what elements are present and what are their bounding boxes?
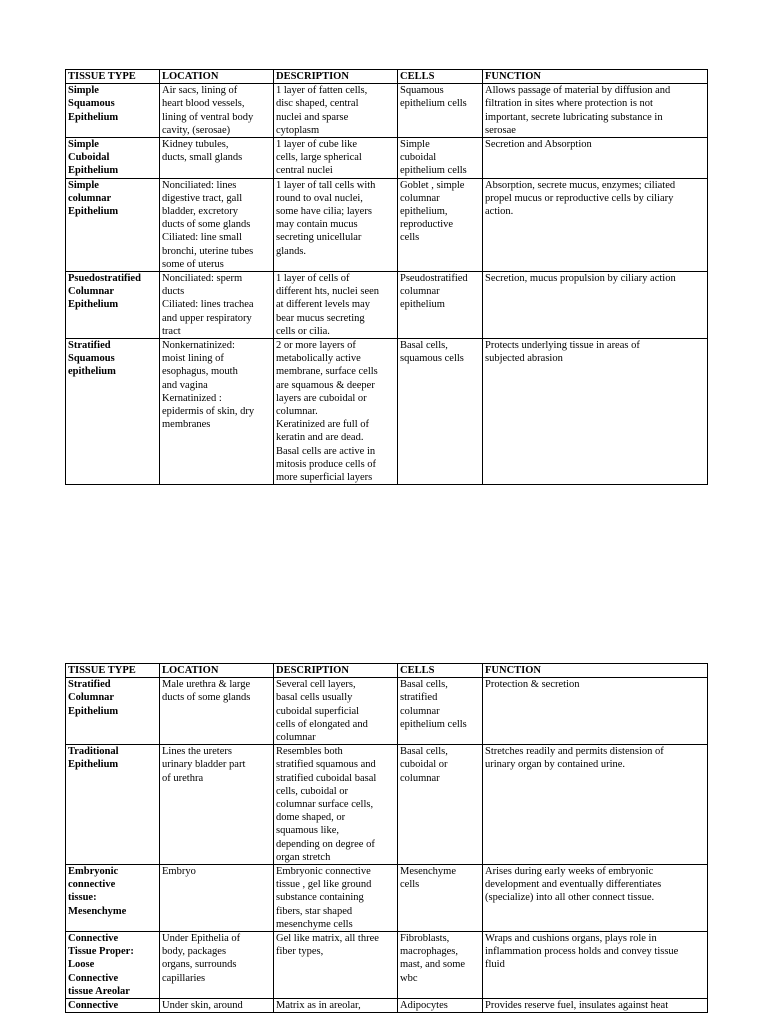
location-cell: [160, 865, 274, 932]
header-tissue-type: TISSUE TYPE: [66, 664, 160, 678]
description-line: basal cells usually: [276, 692, 353, 704]
location-line: Kidney tubules,: [162, 139, 229, 151]
location-line: lining of ventral body: [162, 111, 254, 123]
function-line: propel mucus or reproductive cells by ciliary: [485, 192, 674, 204]
location-line: bronchi, uterine tubes: [162, 245, 254, 257]
type-line: Squamous: [68, 98, 115, 110]
description-line: columnar.: [276, 406, 318, 418]
cells-line: cells: [400, 232, 420, 244]
function-line: serosae: [485, 124, 516, 136]
description-line: mitosis produce cells of: [276, 458, 377, 470]
cells-line: Mesenchyme: [400, 866, 456, 878]
description-line: 1 layer of cells of: [276, 273, 350, 285]
table-row: [66, 84, 708, 138]
location-cell: [160, 999, 274, 1013]
location-cell: [160, 138, 274, 179]
type-line: Tissue Proper:: [68, 946, 134, 958]
description-line: cuboidal superficial: [276, 705, 360, 717]
table-header-row: [66, 664, 708, 678]
type-line: Loose: [68, 959, 95, 971]
function-line: fluid: [485, 959, 505, 971]
type-cell: [66, 999, 160, 1013]
function-cell: [483, 84, 708, 138]
cells-line: Fibroblasts,: [400, 933, 450, 945]
location-line: ducts of some glands: [162, 219, 251, 231]
cells-cell: [398, 272, 483, 339]
cells-line: Squamous: [400, 85, 444, 97]
description-line: Gel like matrix, all three: [276, 933, 379, 945]
type-line: Cuboidal: [68, 152, 110, 164]
function-line: (specialize) into all other connect tissue.: [485, 892, 655, 904]
location-line: membranes: [162, 419, 211, 431]
description-line: secreting unicellular: [276, 232, 362, 244]
description-cell: [274, 178, 398, 271]
table-row: [66, 272, 708, 339]
location-line: and upper respiratory: [162, 312, 252, 324]
location-line: Air sacs, lining of: [162, 85, 238, 97]
type-line: Epithelium: [68, 759, 119, 771]
cells-cell: [398, 865, 483, 932]
function-line: important, secrete lubricating substance in: [485, 111, 663, 123]
type-line: Connective: [68, 972, 119, 984]
function-line: Wraps and cushions organs, plays role in: [485, 933, 657, 945]
table-row: [66, 178, 708, 271]
description-line: 1 layer of cube like: [276, 139, 358, 151]
cells-line: Pseudostratified: [400, 273, 468, 285]
description-line: keratin and are dead.: [276, 432, 364, 444]
cells-cell: [398, 339, 483, 485]
header-cells: CELLS: [398, 664, 483, 678]
description-line: stratified squamous and: [276, 759, 376, 771]
type-line: Connective: [68, 933, 119, 945]
cells-cell: [398, 84, 483, 138]
function-line: development and eventually differentiates: [485, 879, 662, 891]
type-line: Simple: [68, 179, 99, 191]
description-line: Embryonic connective: [276, 866, 371, 878]
location-line: esophagus, mouth: [162, 366, 238, 378]
type-line: Stratified: [68, 340, 111, 352]
table-body: [66, 84, 708, 485]
description-cell: [274, 745, 398, 865]
description-line: cells of elongated and: [276, 718, 368, 730]
location-line: Under skin, around: [162, 1000, 243, 1012]
description-cell: [274, 932, 398, 999]
description-line: metabolically active: [276, 353, 361, 365]
description-cell: [274, 339, 398, 485]
description-line: Keratinized are full of: [276, 419, 369, 431]
type-line: Connective: [68, 1000, 119, 1012]
location-line: epidermis of skin, dry: [162, 406, 255, 418]
description-line: cells, cuboidal or: [276, 785, 349, 797]
type-line: tissue:: [68, 892, 97, 904]
cells-line: Simple: [400, 139, 430, 151]
type-cell: [66, 678, 160, 745]
type-line: Mesenchyme: [68, 905, 127, 917]
location-line: ducts, small glands: [162, 152, 243, 164]
table-row: [66, 932, 708, 999]
location-cell: [160, 339, 274, 485]
function-line: subjected abrasion: [485, 353, 563, 365]
function-cell: [483, 178, 708, 271]
location-cell: [160, 932, 274, 999]
table-row: [66, 865, 708, 932]
location-line: Embryo: [162, 866, 196, 878]
header-location: LOCATION: [160, 664, 274, 678]
description-line: different hts, nuclei seen: [276, 286, 380, 298]
location-cell: [160, 745, 274, 865]
cells-cell: [398, 178, 483, 271]
tissue-table-2: [65, 663, 708, 1013]
table-header-row: [66, 70, 708, 84]
function-line: Absorption, secrete mucus, enzymes; ciliated: [485, 179, 676, 191]
cells-line: macrophages,: [400, 946, 459, 958]
description-line: some have cilia; layers: [276, 206, 372, 218]
function-cell: [483, 745, 708, 865]
description-line: 2 or more layers of: [276, 340, 356, 352]
location-line: organs, surrounds: [162, 959, 237, 971]
location-line: Nonciliated: lines: [162, 179, 237, 191]
description-line: organ stretch: [276, 851, 331, 863]
header-tissue-type: TISSUE TYPE: [66, 70, 160, 84]
type-line: columnar: [68, 192, 112, 204]
type-cell: [66, 339, 160, 485]
location-line: digestive tract, gall: [162, 192, 243, 204]
location-line: Nonciliated: sperm: [162, 273, 243, 285]
description-line: 1 layer of tall cells with: [276, 179, 376, 191]
location-cell: [160, 272, 274, 339]
cells-line: epithelium cells: [400, 98, 467, 110]
function-line: Protection & secretion: [485, 679, 580, 691]
cells-line: columnar: [400, 192, 440, 204]
cells-line: columnar: [400, 286, 440, 298]
cells-cell: [398, 932, 483, 999]
type-line: Simple: [68, 85, 99, 97]
type-cell: [66, 84, 160, 138]
cells-cell: [398, 138, 483, 179]
description-line: Matrix as in areolar,: [276, 1000, 361, 1012]
location-line: bladder, excretory: [162, 206, 238, 218]
cells-line: reproductive: [400, 219, 454, 231]
description-line: may contain mucus: [276, 219, 358, 231]
type-line: Epithelium: [68, 111, 119, 123]
cells-line: epithelium cells: [400, 718, 467, 730]
table-row: [66, 138, 708, 179]
description-line: cells or cilia.: [276, 325, 330, 337]
description-line: more superficial layers: [276, 472, 373, 484]
type-line: Epithelium: [68, 165, 119, 177]
function-cell: [483, 678, 708, 745]
header-description: DESCRIPTION: [274, 664, 398, 678]
table-row: [66, 678, 708, 745]
table-body: [66, 678, 708, 1013]
function-line: Secretion, mucus propulsion by ciliary action: [485, 273, 676, 285]
description-cell: [274, 272, 398, 339]
cells-line: squamous cells: [400, 353, 464, 365]
location-line: and vagina: [162, 379, 208, 391]
description-line: depending on degree of: [276, 838, 375, 850]
table-row: [66, 745, 708, 865]
description-line: cells, large spherical: [276, 152, 362, 164]
cells-line: Basal cells,: [400, 746, 448, 758]
location-line: capillaries: [162, 972, 206, 984]
cells-line: wbc: [400, 972, 418, 984]
location-line: heart blood vessels,: [162, 98, 245, 110]
description-line: Basal cells are active in: [276, 445, 376, 457]
location-line: Ciliated: lines trachea: [162, 299, 254, 311]
description-line: round to oval nuclei,: [276, 192, 363, 204]
cells-line: Adipocytes: [400, 1000, 448, 1012]
location-line: Ciliated: line small: [162, 232, 242, 244]
description-line: Several cell layers,: [276, 679, 356, 691]
function-line: filtration in sites where protection is not: [485, 98, 653, 110]
cells-cell: [398, 999, 483, 1013]
description-line: glands.: [276, 245, 307, 257]
description-line: bear mucus secreting: [276, 312, 365, 324]
table-row: [66, 339, 708, 485]
description-line: at different levels may: [276, 299, 370, 311]
location-line: Nonkernatinized:: [162, 340, 235, 352]
function-cell: [483, 865, 708, 932]
type-line: Squamous: [68, 353, 115, 365]
type-cell: [66, 932, 160, 999]
description-line: tissue , gel like ground: [276, 879, 372, 891]
description-line: fiber types,: [276, 946, 324, 958]
cells-line: epithelium cells: [400, 165, 467, 177]
cells-line: cuboidal or: [400, 759, 448, 771]
function-line: Secretion and Absorption: [485, 139, 592, 151]
function-cell: [483, 138, 708, 179]
cells-line: Goblet , simple: [400, 179, 465, 191]
header-function: FUNCTION: [483, 664, 708, 678]
function-line: Provides reserve fuel, insulates against heat: [485, 1000, 669, 1012]
header-location: LOCATION: [160, 70, 274, 84]
description-cell: [274, 138, 398, 179]
description-line: stratified cuboidal basal: [276, 772, 377, 784]
location-line: some of uterus: [162, 258, 224, 270]
type-cell: [66, 178, 160, 271]
location-line: Male urethra & large: [162, 679, 251, 691]
tissue-table-1: [65, 69, 708, 485]
type-line: Epithelium: [68, 705, 119, 717]
description-line: disc shaped, central: [276, 98, 359, 110]
location-cell: [160, 178, 274, 271]
header-cells: CELLS: [398, 70, 483, 84]
location-line: urinary bladder part: [162, 759, 246, 771]
description-cell: [274, 84, 398, 138]
type-line: Simple: [68, 139, 99, 151]
description-cell: [274, 678, 398, 745]
type-line: connective: [68, 879, 116, 891]
description-line: columnar surface cells,: [276, 799, 374, 811]
cells-line: columnar: [400, 772, 440, 784]
type-line: epithelium: [68, 366, 116, 378]
function-cell: [483, 339, 708, 485]
description-line: 1 layer of fatten cells,: [276, 85, 368, 97]
type-line: Psuedostratified: [68, 273, 141, 285]
cells-line: Basal cells,: [400, 340, 448, 352]
type-line: tissue Areolar: [68, 985, 130, 997]
cells-line: cuboidal: [400, 152, 437, 164]
description-line: dome shaped, or: [276, 812, 346, 824]
description-line: cytoplasm: [276, 124, 320, 136]
table-row: [66, 999, 708, 1013]
cells-line: Basal cells,: [400, 679, 448, 691]
cells-line: epithelium: [400, 299, 445, 311]
description-cell: [274, 999, 398, 1013]
function-line: Protects underlying tissue in areas of: [485, 340, 640, 352]
location-line: tract: [162, 325, 181, 337]
description-line: membrane, surface cells: [276, 366, 378, 378]
function-line: Arises during early weeks of embryonic: [485, 866, 654, 878]
type-line: Embryonic: [68, 866, 119, 878]
location-line: of urethra: [162, 772, 204, 784]
function-cell: [483, 999, 708, 1013]
type-cell: [66, 272, 160, 339]
description-cell: [274, 865, 398, 932]
location-cell: [160, 678, 274, 745]
type-line: Epithelium: [68, 206, 119, 218]
location-line: Lines the ureters: [162, 746, 232, 758]
location-line: Under Epithelia of: [162, 933, 241, 945]
description-line: squamous like,: [276, 825, 339, 837]
type-cell: [66, 745, 160, 865]
description-line: substance containing: [276, 892, 364, 904]
location-cell: [160, 84, 274, 138]
type-line: Columnar: [68, 692, 115, 704]
cells-cell: [398, 678, 483, 745]
type-cell: [66, 865, 160, 932]
cells-line: stratified: [400, 692, 438, 704]
description-line: central nuclei: [276, 165, 333, 177]
cells-line: columnar: [400, 705, 440, 717]
location-line: moist lining of: [162, 353, 224, 365]
location-line: ducts of some glands: [162, 692, 251, 704]
function-cell: [483, 272, 708, 339]
location-line: cavity, (serosae): [162, 124, 231, 136]
cells-line: cells: [400, 879, 420, 891]
description-line: Resembles both: [276, 746, 343, 758]
description-line: nuclei and sparse: [276, 111, 349, 123]
type-line: Columnar: [68, 286, 115, 298]
type-line: Traditional: [68, 746, 119, 758]
description-line: fibers, star shaped: [276, 905, 353, 917]
function-line: urinary organ by contained urine.: [485, 759, 626, 771]
function-cell: [483, 932, 708, 999]
cells-cell: [398, 745, 483, 865]
description-line: layers are cuboidal or: [276, 392, 367, 404]
description-line: mesenchyme cells: [276, 918, 353, 930]
location-line: body, packages: [162, 946, 227, 958]
cells-line: epithelium,: [400, 206, 448, 218]
location-line: Kernatinized :: [162, 392, 222, 404]
header-function: FUNCTION: [483, 70, 708, 84]
function-line: Allows passage of material by diffusion and: [485, 85, 671, 97]
function-line: Stretches readily and permits distension of: [485, 746, 664, 758]
function-line: inflammation process holds and convey tissue: [485, 946, 679, 958]
location-line: ducts: [162, 286, 185, 298]
type-line: Epithelium: [68, 299, 119, 311]
type-line: Stratified: [68, 679, 111, 691]
description-line: columnar: [276, 732, 316, 744]
type-cell: [66, 138, 160, 179]
function-line: action.: [485, 206, 514, 218]
description-line: are squamous & deeper: [276, 379, 375, 391]
cells-line: mast, and some: [400, 959, 466, 971]
header-description: DESCRIPTION: [274, 70, 398, 84]
